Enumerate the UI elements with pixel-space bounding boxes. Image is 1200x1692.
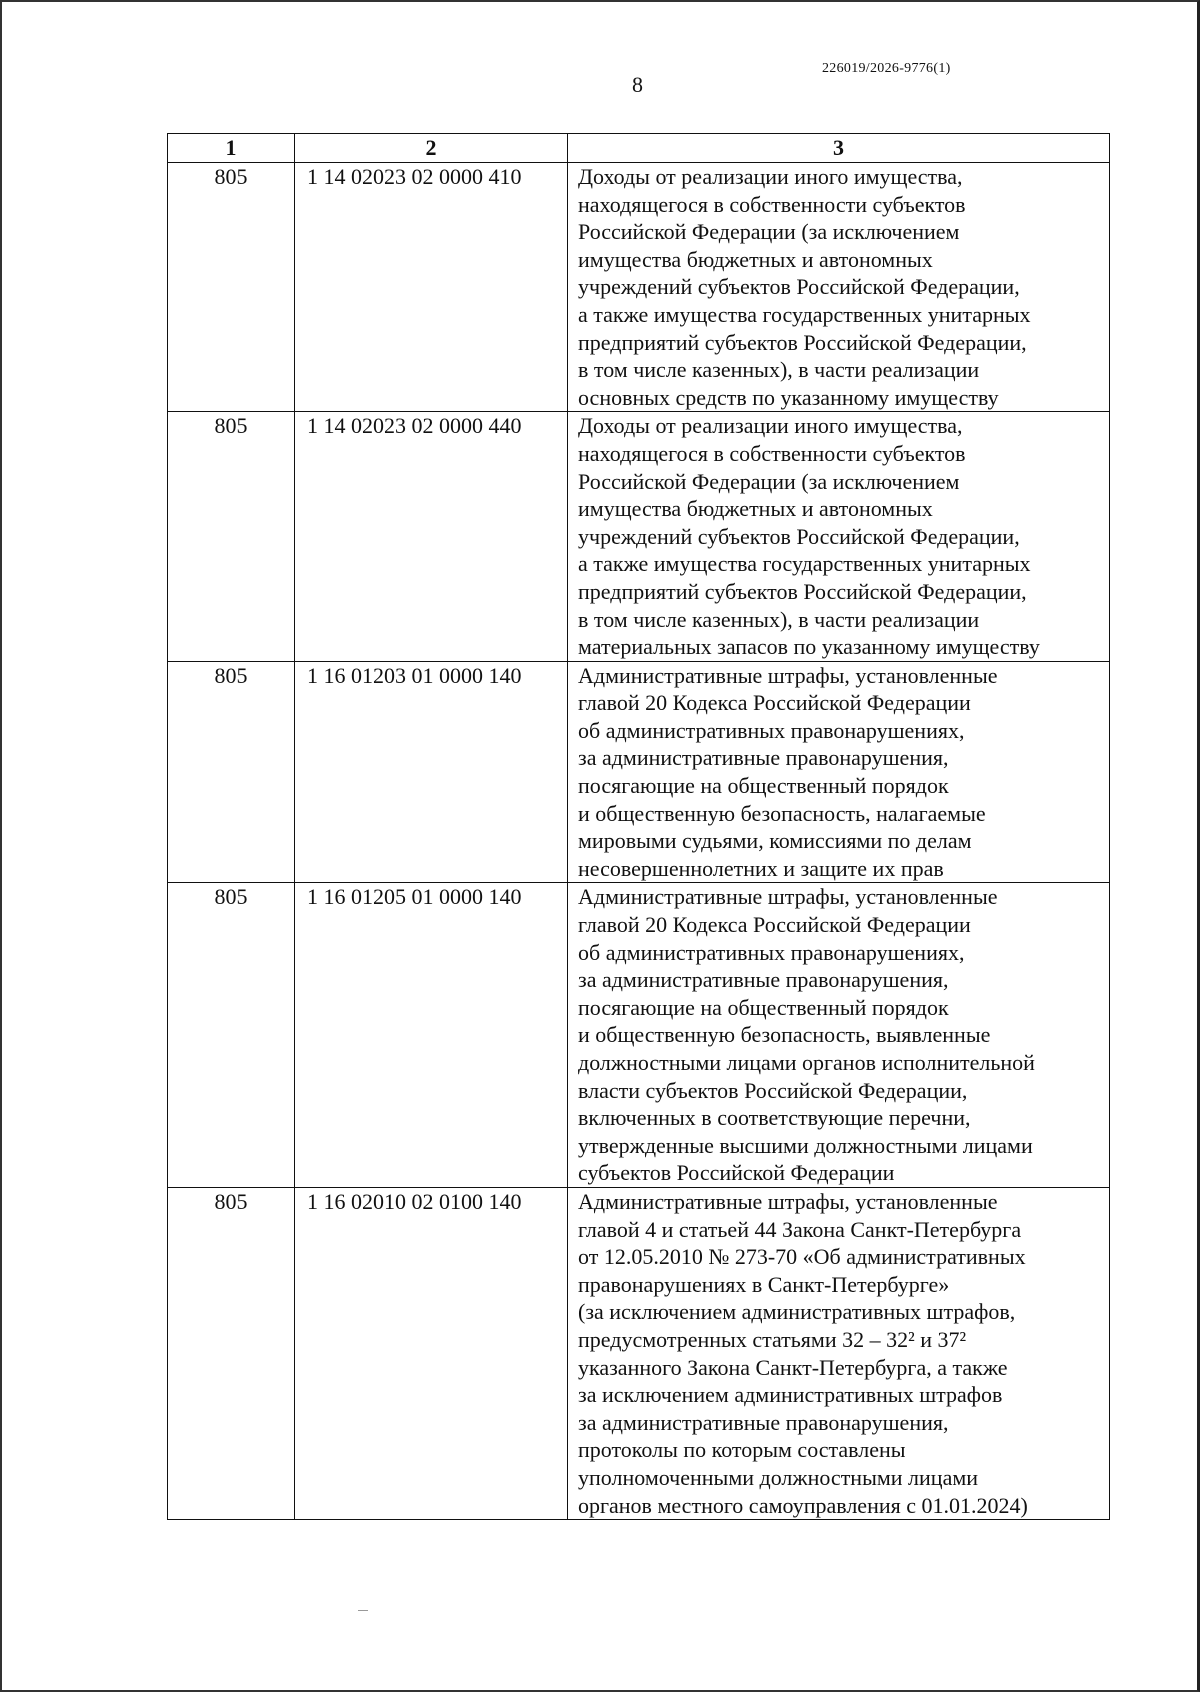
- description-line: Российской Федерации (за исключением: [578, 219, 960, 245]
- description-line: и общественную безопасность, выявленные: [578, 1022, 991, 1048]
- description-line: в том числе казенных), в части реализации: [578, 606, 980, 632]
- admin-code-cell: 805: [168, 412, 295, 661]
- description-line: за административные правонарушения,: [578, 1409, 949, 1435]
- description-line: главой 20 Кодекса Российской Федерации: [578, 690, 971, 716]
- description-line: Административные штрафы, установленные: [578, 1188, 998, 1214]
- description-line: за административные правонарушения,: [578, 967, 949, 993]
- description-line: субъектов Российской Федерации: [578, 1160, 895, 1186]
- income-codes-table: [167, 133, 1110, 1520]
- description-line: а также имущества государственных унитарных: [578, 301, 1031, 327]
- description-line: в том числе казенных), в части реализации: [578, 357, 980, 383]
- budget-classification-code-cell: 1 16 01203 01 0000 140: [295, 661, 568, 883]
- description-line: учреждений субъектов Российской Федерации,: [578, 523, 1020, 549]
- description-line: Административные штрафы, установленные: [578, 662, 998, 688]
- income-description-cell: [568, 1187, 1110, 1519]
- document-registration-number: 226019/2026-9776(1): [822, 61, 951, 76]
- scan-artifact: [358, 1610, 368, 1611]
- description-line: главой 20 Кодекса Российской Федерации: [578, 912, 971, 938]
- description-line: Административные штрафы, установленные: [578, 884, 998, 910]
- description-line: органов местного самоуправления с 01.01.2024): [578, 1492, 1028, 1518]
- table-header-row: [168, 134, 1110, 163]
- description-line: правонарушениях в Санкт-Петербурге»: [578, 1271, 950, 1297]
- description-line: об административных правонарушениях,: [578, 939, 965, 965]
- description-line: утвержденные высшими должностными лицами: [578, 1132, 1033, 1158]
- column-header-3: 3: [568, 134, 1110, 163]
- budget-classification-code-cell: 1 16 02010 02 0100 140: [295, 1187, 568, 1519]
- description-line: Доходы от реализации иного имущества,: [578, 164, 963, 189]
- admin-code-cell: 805: [168, 1187, 295, 1519]
- budget-classification-code-cell: 1 14 02023 02 0000 440: [295, 412, 568, 661]
- description-line: уполномоченными должностными лицами: [578, 1464, 979, 1490]
- description-line: от 12.05.2010 № 273-70 «Об административных: [578, 1244, 1026, 1270]
- description-line: несовершеннолетних и защите их прав: [578, 855, 944, 881]
- income-description-cell: [568, 412, 1110, 661]
- description-line: учреждений субъектов Российской Федерации,: [578, 274, 1020, 300]
- description-line: посягающие на общественный порядок: [578, 994, 949, 1020]
- description-line: Российской Федерации (за исключением: [578, 468, 960, 494]
- description-line: указанного Закона Санкт-Петербурга, а также: [578, 1354, 1008, 1380]
- description-line: об административных правонарушениях,: [578, 717, 965, 743]
- description-line: находящегося в собственности субъектов: [578, 440, 966, 466]
- description-line: предприятий субъектов Российской Федерации,: [578, 578, 1027, 604]
- admin-code-cell: 805: [168, 883, 295, 1188]
- description-line: протоколы по которым составлены: [578, 1437, 906, 1463]
- description-line: Доходы от реализации иного имущества,: [578, 413, 963, 439]
- admin-code-cell: 805: [168, 163, 295, 412]
- description-line: находящегося в собственности субъектов: [578, 191, 966, 217]
- income-description-cell: [568, 163, 1110, 412]
- table-row: [168, 163, 1110, 412]
- column-header-1: 1: [168, 134, 295, 163]
- description-line: и общественную безопасность, налагаемые: [578, 800, 986, 826]
- description-line: главой 4 и статьей 44 Закона Санкт-Петербурга: [578, 1216, 1022, 1242]
- description-line: а также имущества государственных унитарных: [578, 551, 1031, 577]
- description-line: имущества бюджетных и автономных: [578, 496, 933, 522]
- description-line: за исключением административных штрафов: [578, 1382, 1003, 1408]
- description-line: (за исключением административных штрафов,: [578, 1299, 1016, 1325]
- description-line: предприятий субъектов Российской Федерации,: [578, 329, 1027, 355]
- description-line: мировыми судьями, комиссиями по делам: [578, 828, 972, 854]
- budget-classification-code-cell: 1 16 01205 01 0000 140: [295, 883, 568, 1188]
- budget-classification-code-cell: 1 14 02023 02 0000 410: [295, 163, 568, 412]
- income-description-cell: [568, 883, 1110, 1188]
- table-row: [168, 1187, 1110, 1519]
- description-line: имущества бюджетных и автономных: [578, 246, 933, 272]
- table-row: [168, 412, 1110, 661]
- description-line: власти субъектов Российской Федерации,: [578, 1077, 968, 1103]
- description-line: материальных запасов по указанному имуществу: [578, 634, 1040, 660]
- table-row: [168, 883, 1110, 1188]
- income-description-cell: [568, 661, 1110, 883]
- page-number: 8: [632, 72, 643, 97]
- description-line: за административные правонарушения,: [578, 745, 949, 771]
- table-row: [168, 661, 1110, 883]
- description-line: должностными лицами органов исполнительной: [578, 1050, 1035, 1075]
- description-line: предусмотренных статьями 32 – 32² и 37²: [578, 1326, 967, 1352]
- description-line: основных средств по указанному имуществу: [578, 384, 999, 410]
- column-header-2: 2: [295, 134, 568, 163]
- admin-code-cell: 805: [168, 661, 295, 883]
- description-line: включенных в соответствующие перечни,: [578, 1105, 971, 1131]
- description-line: посягающие на общественный порядок: [578, 773, 949, 799]
